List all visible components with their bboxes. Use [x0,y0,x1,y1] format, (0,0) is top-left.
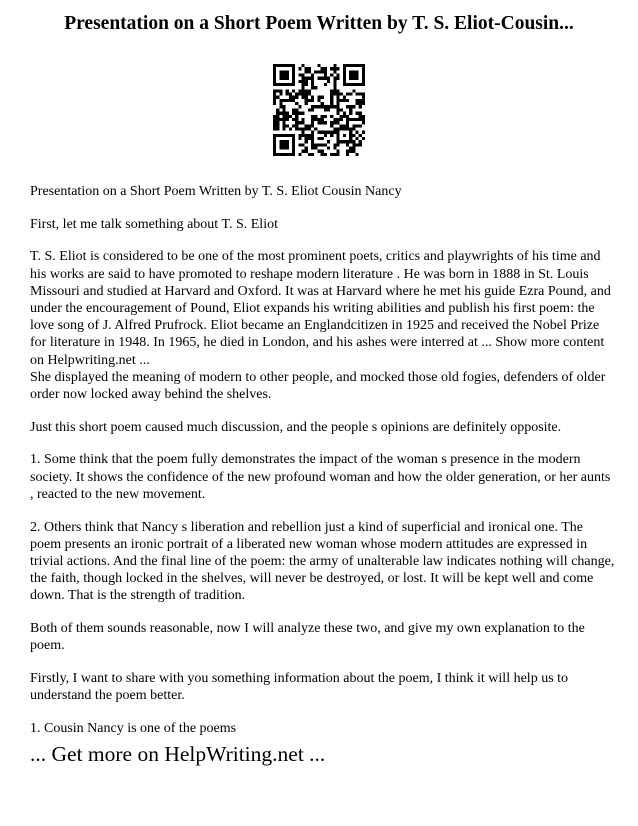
document-title: Presentation on a Short Poem Written by T. S. Eliot-Cousin... [64,13,574,34]
paragraph-biography: T. S. Eliot is considered to be one of the most prominent poets, critics and playwrights of his time and his works are said to have promoted to reshape modern literature . He was born in 1888 in St. Louis Missouri and studied at Harvard and Oxford. It was at Harvard where he met his guide Ezra Pound, and under the encouragement of Pound, Eliot expands his writing abilities and publish his first poem: the love song of J. Alfred Prufrock. Eliot became an Englandcitizen in 1925 and received the Nobel Prize for literature in 1948. In 1965, he died in London, and his ashes were interred at ... Show more content on Helpwriting.net ... [30,249,611,368]
paragraph-analysis: Both of them sounds reasonable, now I will analyze these two, and give my own explanation to the poem. [30,621,585,654]
get-more-link[interactable]: ... Get more on HelpWriting.net ... [30,742,326,766]
qr-code-icon[interactable] [273,64,365,156]
document-body [30,183,615,753]
paragraph-view-one: 1. Some think that the poem fully demonstrates the impact of the woman s presence in the modern society. It shows the confidence of the new profound woman and how the older generation, or her aunts , reacted to the new movement. [30,452,611,502]
paragraph-modern: She displayed the meaning of modern to other people, and mocked those old fogies, defenders of older order now locked away behind the shelves. [30,369,606,403]
paragraph-cousin-nancy: 1. Cousin Nancy is one of the poems [30,720,237,736]
paragraph-view-two: 2. Others think that Nancy s liberation and rebellion just a kind of superficial and ironical one. The poem presents an ironic portrait of a liberated new woman whose modern attitudes are expressed in trivial actions. And the final line of the poem: the army of unalterable law indicates nothing will change, the faith, though locked in the shelves, will never be destroyed, or lost. It will be kept well and come down. That is the strength of tradition. [30,519,615,604]
paragraph-information: Firstly, I want to share with you something information about the poem, I think it will help us to understand the poem better. [30,670,569,704]
paragraph-heading: Presentation on a Short Poem Written by T. S. Eliot Cousin Nancy [30,184,402,199]
paragraph-intro: First, let me talk something about T. S. Eliot [30,216,278,232]
paragraph-discussion: Just this short poem caused much discussion, and the people s opinions are definitely opposite. [30,419,562,435]
